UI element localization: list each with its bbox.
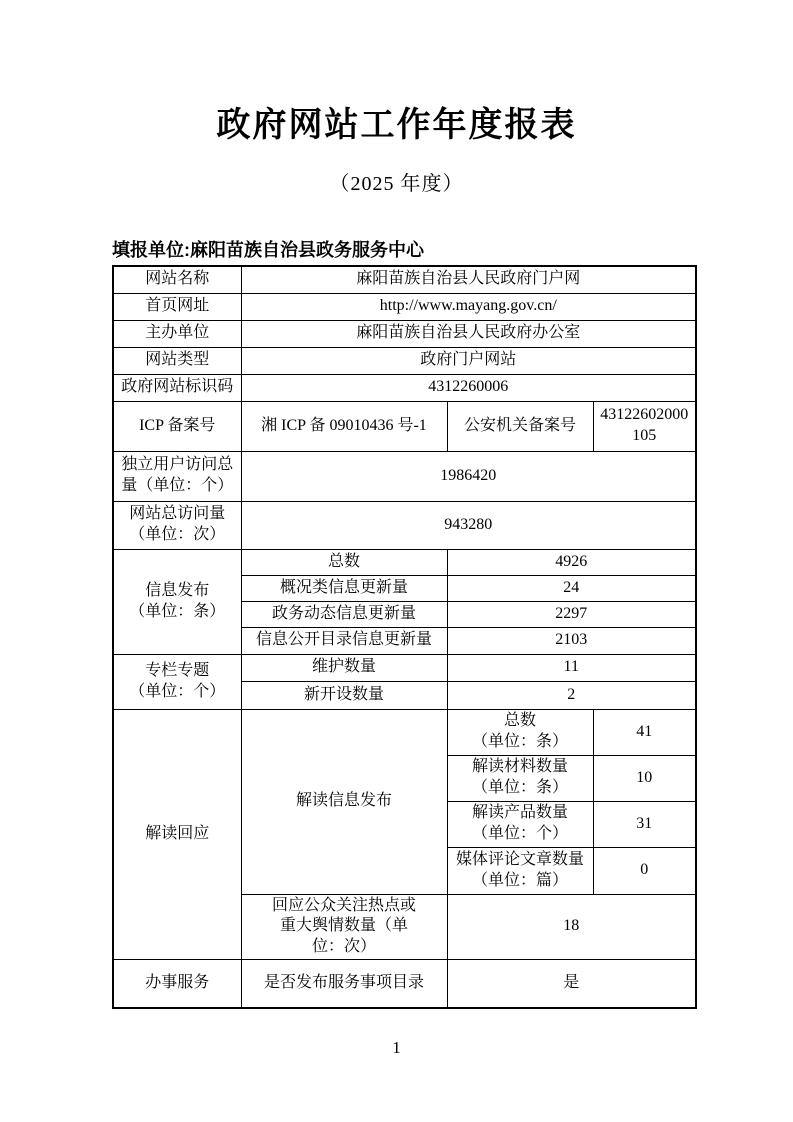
info-catalog-value: 2103: [447, 627, 696, 654]
table-row: [113, 549, 696, 575]
info-publish-label: 信息发布 （单位：条）: [113, 549, 241, 654]
total-visits-label: 网站总访问量 （单位：次）: [113, 501, 241, 549]
site-type-label: 网站类型: [113, 347, 241, 374]
column-maintain-label: 维护数量: [241, 654, 447, 681]
table-row: [113, 293, 696, 320]
page-number: 1: [392, 1038, 401, 1057]
special-column-label: 专栏专题 （单位：个）: [113, 654, 241, 709]
interpret-product-label: 解读产品数量 （单位：个）: [447, 801, 593, 847]
respond-hotspot-value: 18: [447, 894, 696, 959]
info-overview-value: 24: [447, 575, 696, 601]
site-code-value: 4312260006: [241, 374, 696, 401]
site-name-value: 麻阳苗族自治县人民政府门户网: [241, 266, 696, 293]
media-comment-value: 0: [593, 847, 696, 894]
organizer-value: 麻阳苗族自治县人民政府办公室: [241, 320, 696, 347]
unique-visitors-value: 1986420: [241, 451, 696, 501]
info-dynamic-value: 2297: [447, 601, 696, 627]
info-dynamic-label: 政务动态信息更新量: [241, 601, 447, 627]
table-row: [113, 654, 696, 681]
column-new-value: 2: [447, 681, 696, 709]
service-catalog-label: 是否发布服务事项目录: [241, 959, 447, 1008]
table-row: [113, 401, 696, 451]
interpret-total-label: 总数 （单位：条）: [447, 709, 593, 755]
police-record-value: 43122602000105: [593, 401, 696, 451]
table-row: [113, 501, 696, 549]
home-url-value: http://www.mayang.gov.cn/: [241, 293, 696, 320]
table-row: [113, 320, 696, 347]
service-label: 办事服务: [113, 959, 241, 1008]
annual-report-table: [112, 265, 697, 1009]
interpret-product-value: 31: [593, 801, 696, 847]
total-visits-value: 943280: [241, 501, 696, 549]
organizer-label: 主办单位: [113, 320, 241, 347]
icp-label: ICP 备案号: [113, 401, 241, 451]
table-row: [113, 266, 696, 293]
interpret-response-label: 解读回应: [113, 709, 241, 959]
table-row: [113, 374, 696, 401]
page-subtitle: （2025 年度）: [329, 173, 464, 195]
media-comment-label: 媒体评论文章数量 （单位：篇）: [447, 847, 593, 894]
respond-hotspot-label: 回应公众关注热点或重大舆情数量（单位：次）: [241, 894, 447, 959]
unique-visitors-label: 独立用户访问总量（单位：个）: [113, 451, 241, 501]
icp-value: 湘 ICP 备 09010436 号-1: [241, 401, 447, 451]
reporting-unit-line: 填报单位:麻阳苗族自治县政务服务中心: [112, 240, 424, 260]
interpret-material-value: 10: [593, 755, 696, 801]
interpret-publish-label: 解读信息发布: [241, 709, 447, 894]
info-total-value: 4926: [447, 549, 696, 575]
table-row: [113, 347, 696, 374]
info-catalog-label: 信息公开目录信息更新量: [241, 627, 447, 654]
column-maintain-value: 11: [447, 654, 696, 681]
table-row: [113, 451, 696, 501]
site-code-label: 政府网站标识码: [113, 374, 241, 401]
info-overview-label: 概况类信息更新量: [241, 575, 447, 601]
page-title: 政府网站工作年度报表: [216, 106, 577, 144]
interpret-material-label: 解读材料数量 （单位：条）: [447, 755, 593, 801]
site-name-label: 网站名称: [113, 266, 241, 293]
home-url-label: 首页网址: [113, 293, 241, 320]
table-row: [113, 709, 696, 755]
service-catalog-value: 是: [447, 959, 696, 1008]
column-new-label: 新开设数量: [241, 681, 447, 709]
table-row: [113, 959, 696, 1008]
info-total-label: 总数: [241, 549, 447, 575]
interpret-total-value: 41: [593, 709, 696, 755]
police-record-label: 公安机关备案号: [447, 401, 593, 451]
site-type-value: 政府门户网站: [241, 347, 696, 374]
